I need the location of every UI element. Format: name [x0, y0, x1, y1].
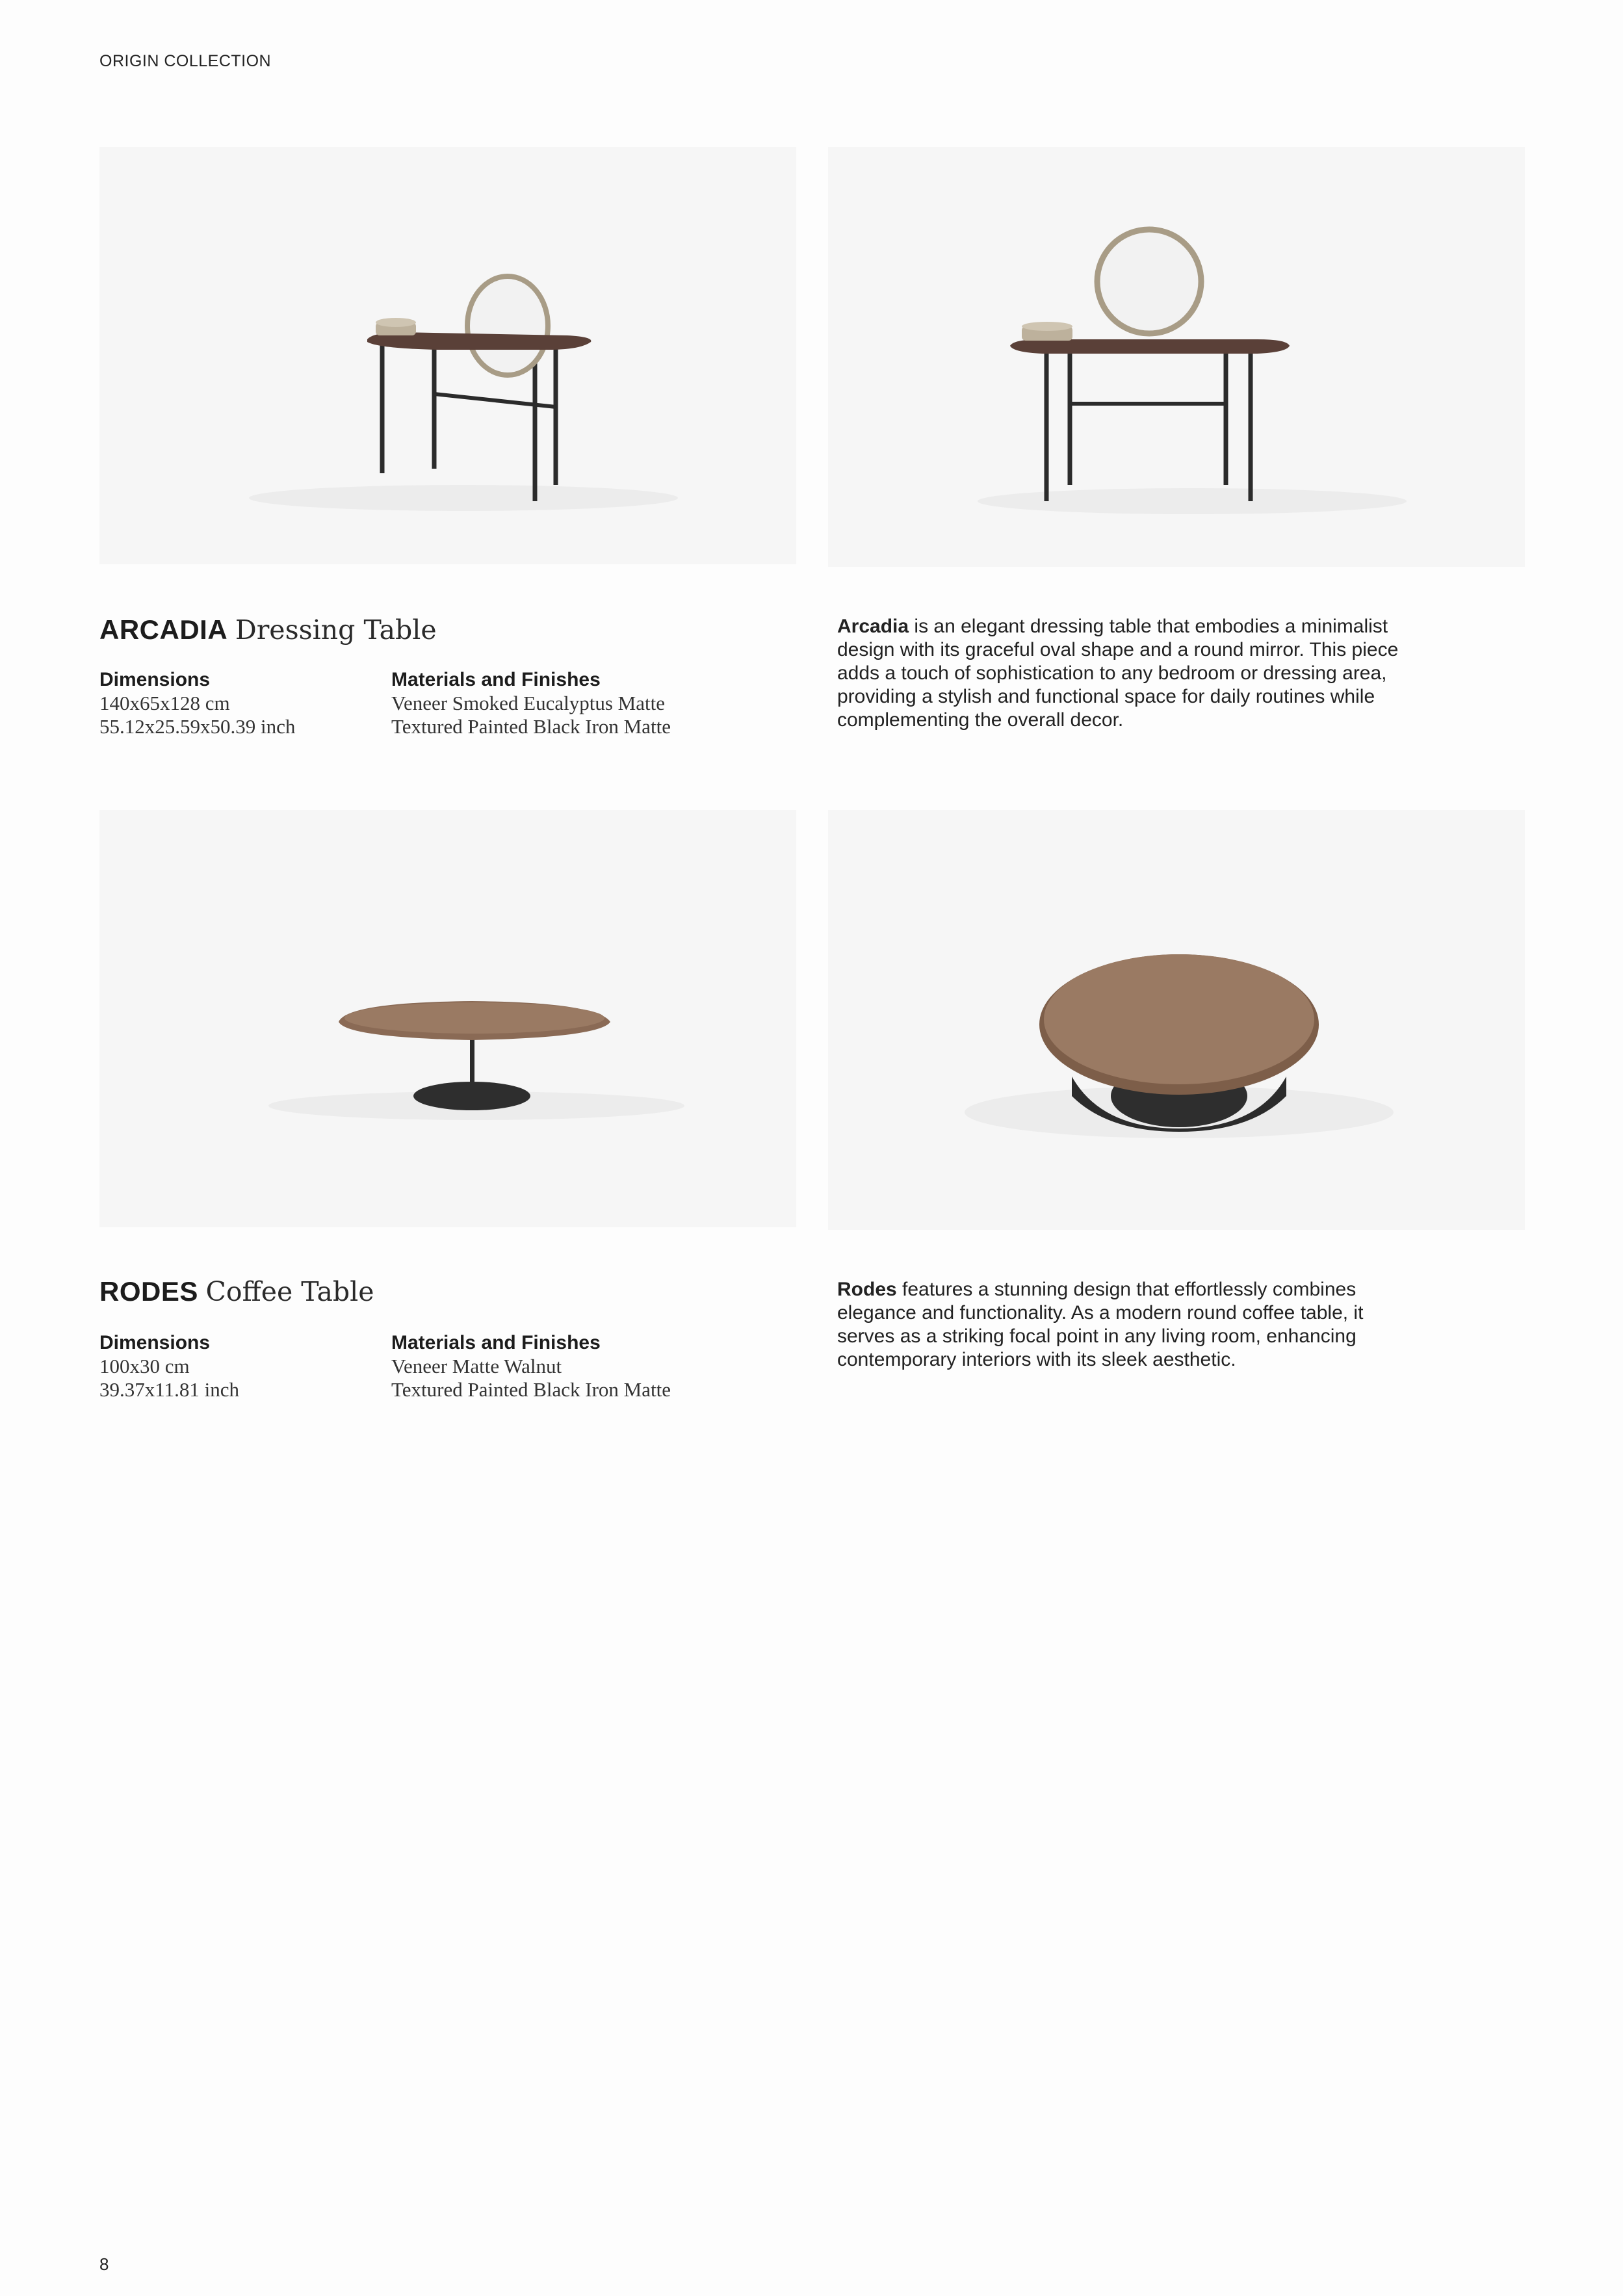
description-lead: Rodes [837, 1279, 897, 1300]
arcadia-description [837, 615, 1500, 732]
description-text: features a stunning design that effortlessly combines [896, 1279, 1357, 1300]
description-line: elegance and functionality. As a modern round coffee table, it [837, 1302, 1364, 1324]
material-item: Textured Painted Black Iron Matte [391, 1378, 671, 1401]
collection-header: ORIGIN COLLECTION [99, 52, 272, 70]
description-lead: Arcadia [837, 616, 909, 637]
rodes-description [837, 1278, 1500, 1372]
materials-label: Materials and Finishes [391, 1332, 601, 1353]
dimension-imperial: 55.12x25.59x50.39 inch [99, 715, 296, 738]
rodes-photo-side [99, 810, 796, 1227]
dimensions-label: Dimensions [99, 669, 211, 690]
dimension-metric: 140x65x128 cm [99, 692, 230, 714]
rodes-photo-top [828, 810, 1525, 1230]
arcadia-dressing-table-angle-image [99, 147, 796, 564]
arcadia-name: ARCADIA [99, 614, 228, 645]
description-line: serves as a striking focal point in any living room, enhancing [837, 1325, 1357, 1347]
page-number: 8 [99, 2254, 109, 2274]
description-text: is an elegant dressing table that embodies a minimalist [909, 616, 1388, 637]
dimensions-label: Dimensions [99, 1332, 211, 1353]
description-line: design with its graceful oval shape and a round mirror. This piece [837, 639, 1399, 660]
arcadia-photo-angle [99, 147, 796, 564]
rodes-materials [391, 1331, 671, 1402]
rodes-coffee-table-side-image [99, 810, 796, 1227]
arcadia-dressing-table-front-image [828, 147, 1525, 567]
arcadia-title [99, 616, 437, 644]
rodes-dimensions [99, 1331, 239, 1402]
material-item: Veneer Matte Walnut [391, 1355, 562, 1377]
dimension-imperial: 39.37x11.81 inch [99, 1378, 239, 1401]
arcadia-dimensions [99, 668, 295, 738]
description-line [837, 1278, 1500, 1301]
description-line: complementing the overall decor. [837, 709, 1124, 731]
rodes-type: Coffee Table [205, 1276, 374, 1307]
description-line: providing a stylish and functional space for daily routines while [837, 686, 1375, 707]
rodes-coffee-table-top-image [828, 810, 1525, 1230]
rodes-title [99, 1278, 374, 1305]
description-line: adds a touch of sophistication to any bedroom or dressing area, [837, 662, 1387, 684]
materials-label: Materials and Finishes [391, 669, 601, 690]
dimension-metric: 100x30 cm [99, 1355, 190, 1377]
arcadia-type: Dressing Table [235, 614, 437, 646]
arcadia-photo-front [828, 147, 1525, 567]
material-item: Veneer Smoked Eucalyptus Matte [391, 692, 665, 714]
arcadia-materials [391, 668, 671, 738]
description-line [837, 615, 1500, 638]
description-line: contemporary interiors with its sleek aesthetic. [837, 1349, 1236, 1370]
material-item: Textured Painted Black Iron Matte [391, 715, 671, 738]
rodes-name: RODES [99, 1276, 198, 1307]
